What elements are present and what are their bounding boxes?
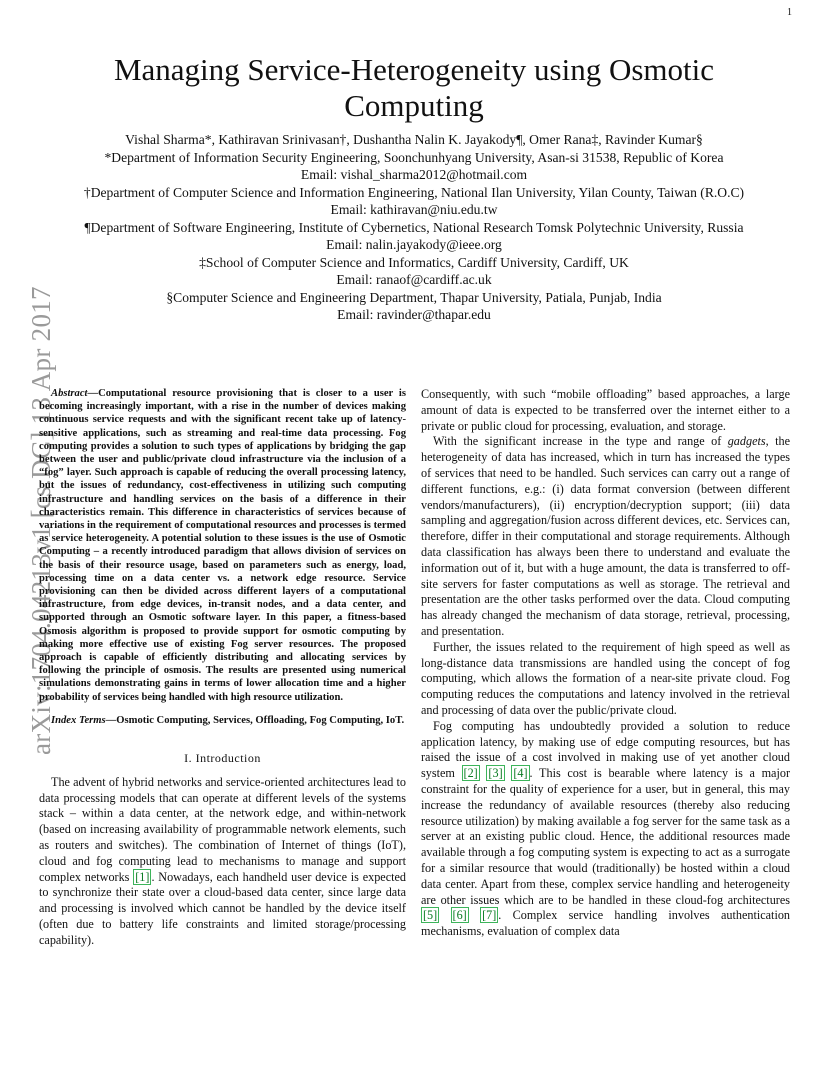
affiliation-email: Email: kathiravan@niu.edu.tw: [330, 202, 498, 217]
affiliation-line: §Computer Science and Engineering Department, Thapar University, Patiala, Punjab, India: [166, 289, 662, 305]
citation-link[interactable]: [2]: [463, 766, 478, 781]
text-run: . Complex service handling involves authentication mechanisms, evaluation of complex data: [421, 908, 791, 939]
text-run: Fog computing has undoubtedly provided a solution to reduce application latency, by making use of edge computing resources, but has raised the issue of a cost involved in making use of yet another cloud system: [421, 718, 790, 781]
citation-link[interactable]: [5]: [423, 908, 438, 923]
affiliation-line: †Department of Computer Science and Information Engineering, National Ilan University, Yilan County, Taiwan (R.O.C): [83, 184, 745, 200]
paper-title: Managing Service-Heterogeneity using Osmotic Computing: [113, 52, 715, 123]
intro-paragraph: [39, 775, 406, 949]
text-run: . This cost is bearable where latency is a major constraint for the quality of experience for a user, but in general, this may increase the redundancy of available resources (thereby also reducing resource utilization) by making available a fog server for the same task as a server at an existing public cloud. Hence, the additional resources made available through a fog computing system is expecting to act as a surrogate for a similar resource that would (traditionally) be hosted within a cloud data center. Apart from these, complex service handling and heterogeneity are other issues which are to be handled in these cloud-fog architectures: [421, 766, 791, 907]
section-heading: I. Introduction: [184, 751, 261, 766]
arxiv-stamp: arXiv:1704.04213v1 [cs.DC] 13 Apr 2017: [26, 286, 56, 755]
abstract-text: —Computational resource provisioning that is closer to a user is becoming increasingly important, with a rise in the number of devices making continuous service requests and with the significant recent take up of latency-sensitive applications, such as streaming and real-time data processing. Fog computing provides a solution to such types of applications by bridging the gap between the user and public/private cloud infrastructure via the inclusion of a “fog” layer. Such approach is capable of reducing the overall processing latency, but the issues of redundancy, cost-effectiveness in utilizing such computing infrastructure and handling services on the basis of a difference in their characteristics remain. This difference in characteristics of services because of variations in the requirement of computational resources and processes is termed as service heterogeneity. A potential solution to these issues is the use of Osmotic Computing – a recently introduced paradigm that allows division of services on the basis of their resource usage, based on parameters such as energy, load, processing time on a data center vs. a network edge resource. Service provisioning can then be divided across different layers of a computational infrastructure, from edge devices, in-transit nodes, and a data center, and supported through an Osmotic software layer. In this paper, a fitness-based Osmosis algorithm is proposed to provide support for osmotic computing by making more effective use of existing Fog server resources. The proposed approach is capable of efficiently distributing and allocating services by following the principle of osmosis. The results are presented using numerical simulations demonstrating gains in terms of lower allocation time and a higher probability of services being handled with high resource utilization.: [39, 388, 406, 703]
page-number: 1: [787, 7, 792, 18]
text-run: The advent of hybrid networks and service-oriented architectures lead to data processing models that can operate at different levels of the systems stack – within a data center, at the network edge, and within-network (based on increasing availability of programmable network elements, such as routers and switches). The combination of Internet of things (IoT), cloud and fog computing lead to mechanisms to manage and support complex networks: [39, 774, 406, 884]
abstract-label: Abstract: [51, 388, 88, 399]
citation-link[interactable]: [7]: [482, 908, 497, 923]
affiliation-email: Email: ravinder@thapar.edu: [337, 307, 491, 322]
text-run: gadgets: [727, 434, 766, 449]
citation-link[interactable]: [4]: [513, 766, 528, 781]
citation-link[interactable]: [6]: [452, 908, 467, 923]
author-block: [20, 131, 808, 324]
affiliation-email: Email: vishal_sharma2012@hotmail.com: [300, 167, 528, 182]
citation-link[interactable]: [3]: [488, 766, 503, 781]
right-column: [421, 387, 790, 940]
index-terms-label: Index Terms: [51, 714, 106, 726]
intro-paragraph: [421, 434, 790, 639]
citation-link[interactable]: [1]: [135, 869, 150, 884]
affiliation-line: *Department of Information Security Engineering, Soonchunhyang University, Asan-si 31538, Republic of Korea: [104, 149, 724, 165]
text-run: . Nowadays, each handheld user device is expected to synchronize their state over a cloud-based data center, since large data and processing is involved which cannot be handled by the device itself (often due to battery life constraints and limited storage/processing capability).: [39, 869, 406, 947]
index-terms-text: —Osmotic Computing, Services, Offloading, Fog Computing, IoT.: [105, 714, 405, 726]
index-terms: [39, 714, 406, 727]
affiliation-email: Email: ranaof@cardiff.ac.uk: [336, 272, 492, 287]
left-column: [39, 387, 406, 949]
text-run: With the significant increase in the type and range of: [433, 434, 728, 449]
intro-paragraph: [421, 719, 790, 940]
affiliation-email: Email: nalin.jayakody@ieee.org: [326, 237, 502, 252]
intro-paragraph: Consequently, with such “mobile offloading” based approaches, a large amount of data is expected to be transferred over the internet either to a private or public cloud for processing, evaluation, and storage.: [421, 387, 790, 433]
affiliation-line: ‡School of Computer Science and Informatics, Cardiff University, Cardiff, UK: [199, 254, 629, 270]
abstract: [39, 387, 406, 704]
author-names: Vishal Sharma*, Kathiravan Srinivasan†, Dushantha Nalin K. Jayakody¶, Omer Rana‡, Ravinder Kumar§: [125, 132, 703, 147]
affiliation-line: ¶Department of Software Engineering, Institute of Cybernetics, National Research Tomsk Polytechnic University, Russia: [84, 219, 744, 235]
intro-paragraph: Further, the issues related to the requirement of high speed as well as long-distance data transmissions are handled using the concept of fog computing, which allows the formation of a near-site private cloud. Fog computing reduces the computations and latency involved in the retrieval and processing of data over the public/private cloud.: [421, 639, 790, 717]
text-run: , the heterogeneity of data has increased, which in turn has increased the types of services that need to be handled. Such services can carry out a range of different functions, e.g.: (i) data format conversion (between different vendors/manufacturers), (ii) encryption/decryption support; (iii) data sampling and aggregation/fusion across different devices, etc. Services can, therefore, differ in their computational and storage requirements. Although data classification has always been there to understand and evaluate the information out of it, but with a huge amount, the data is transferred to off-site servers for faster computations as well as storage. The retrieval and presentation are the other tasks performed over the data. Cloud computing has already changed the mechanism of data storage, retrieval, processing, and presentation.: [421, 434, 791, 638]
